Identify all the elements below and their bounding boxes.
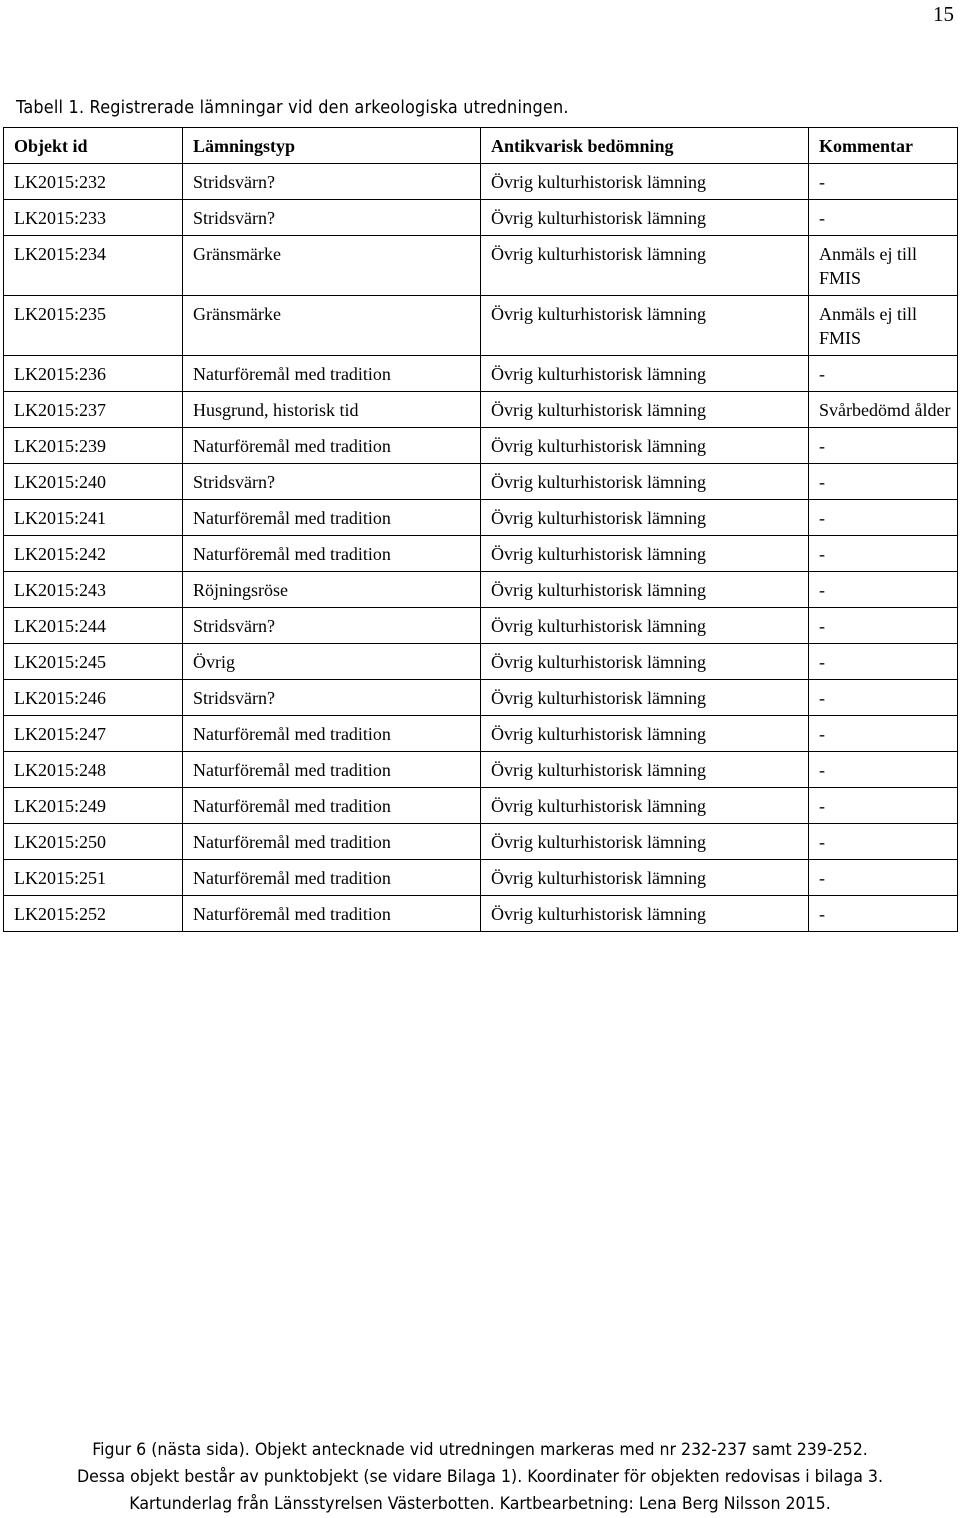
cell-lamningstyp: Naturföremål med tradition (183, 788, 481, 824)
cell-kommentar: - (809, 608, 958, 644)
cell-objekt-id: LK2015:242 (4, 536, 183, 572)
column-header-antikvarisk-bedomning: Antikvarisk bedömning (481, 128, 809, 164)
cell-objekt-id: LK2015:233 (4, 200, 183, 236)
table-row (4, 896, 958, 932)
page-number: 15 (933, 2, 954, 26)
cell-kommentar: Svårbedömd ålder (809, 392, 958, 428)
cell-lamningstyp: Naturföremål med tradition (183, 752, 481, 788)
table-header-row (4, 128, 958, 164)
cell-objekt-id: LK2015:243 (4, 572, 183, 608)
cell-antikvarisk-bedomning: Övrig kulturhistorisk lämning (481, 680, 809, 716)
cell-lamningstyp: Övrig (183, 644, 481, 680)
cell-objekt-id: LK2015:240 (4, 464, 183, 500)
cell-lamningstyp: Röjningsröse (183, 572, 481, 608)
cell-lamningstyp: Naturföremål med tradition (183, 860, 481, 896)
cell-antikvarisk-bedomning: Övrig kulturhistorisk lämning (481, 464, 809, 500)
cell-objekt-id: LK2015:251 (4, 860, 183, 896)
table-caption: Tabell 1. Registrerade lämningar vid den arkeologiska utredningen. (16, 98, 569, 118)
table-row (4, 464, 958, 500)
cell-antikvarisk-bedomning: Övrig kulturhistorisk lämning (481, 572, 809, 608)
table-row (4, 428, 958, 464)
cell-kommentar: - (809, 500, 958, 536)
cell-kommentar: - (809, 860, 958, 896)
table-row (4, 500, 958, 536)
cell-antikvarisk-bedomning: Övrig kulturhistorisk lämning (481, 536, 809, 572)
cell-lamningstyp: Naturföremål med tradition (183, 716, 481, 752)
cell-antikvarisk-bedomning: Övrig kulturhistorisk lämning (481, 860, 809, 896)
cell-lamningstyp: Stridsvärn? (183, 608, 481, 644)
table-row (4, 164, 958, 200)
cell-objekt-id: LK2015:232 (4, 164, 183, 200)
cell-lamningstyp: Stridsvärn? (183, 464, 481, 500)
cell-objekt-id: LK2015:252 (4, 896, 183, 932)
cell-objekt-id: LK2015:236 (4, 356, 183, 392)
cell-antikvarisk-bedomning: Övrig kulturhistorisk lämning (481, 644, 809, 680)
cell-lamningstyp: Husgrund, historisk tid (183, 392, 481, 428)
cell-objekt-id: LK2015:248 (4, 752, 183, 788)
cell-antikvarisk-bedomning: Övrig kulturhistorisk lämning (481, 500, 809, 536)
cell-antikvarisk-bedomning: Övrig kulturhistorisk lämning (481, 824, 809, 860)
table-row (4, 788, 958, 824)
column-header-objekt-id: Objekt id (4, 128, 183, 164)
cell-objekt-id: LK2015:244 (4, 608, 183, 644)
cell-antikvarisk-bedomning: Övrig kulturhistorisk lämning (481, 428, 809, 464)
cell-kommentar: - (809, 896, 958, 932)
cell-objekt-id: LK2015:250 (4, 824, 183, 860)
cell-kommentar: - (809, 164, 958, 200)
cell-objekt-id: LK2015:247 (4, 716, 183, 752)
cell-kommentar: - (809, 464, 958, 500)
cell-objekt-id: LK2015:241 (4, 500, 183, 536)
cell-kommentar: - (809, 356, 958, 392)
cell-lamningstyp: Naturföremål med tradition (183, 428, 481, 464)
cell-lamningstyp: Gränsmärke (183, 296, 481, 356)
cell-lamningstyp: Gränsmärke (183, 236, 481, 296)
cell-lamningstyp: Naturföremål med tradition (183, 356, 481, 392)
figure-caption-line: Dessa objekt består av punktobjekt (se vidare Bilaga 1). Koordinater för objekten redovisas i bilaga 3. (76, 1467, 884, 1487)
cell-kommentar: - (809, 680, 958, 716)
cell-antikvarisk-bedomning: Övrig kulturhistorisk lämning (481, 608, 809, 644)
cell-objekt-id: LK2015:235 (4, 296, 183, 356)
table-row (4, 644, 958, 680)
cell-kommentar: Anmäls ej till FMIS (809, 236, 958, 296)
table-row (4, 200, 958, 236)
cell-kommentar: - (809, 536, 958, 572)
table-row (4, 860, 958, 896)
figure-caption-line: Figur 6 (nästa sida). Objekt antecknade vid utredningen markeras med nr 232-237 samt 239-252. (92, 1440, 868, 1460)
cell-kommentar: - (809, 572, 958, 608)
cell-kommentar: - (809, 716, 958, 752)
cell-antikvarisk-bedomning: Övrig kulturhistorisk lämning (481, 752, 809, 788)
cell-objekt-id: LK2015:249 (4, 788, 183, 824)
cell-antikvarisk-bedomning: Övrig kulturhistorisk lämning (481, 788, 809, 824)
cell-antikvarisk-bedomning: Övrig kulturhistorisk lämning (481, 200, 809, 236)
table-body (4, 164, 958, 932)
cell-kommentar: - (809, 788, 958, 824)
cell-lamningstyp: Stridsvärn? (183, 164, 481, 200)
cell-kommentar: - (809, 752, 958, 788)
cell-antikvarisk-bedomning: Övrig kulturhistorisk lämning (481, 236, 809, 296)
cell-lamningstyp: Naturföremål med tradition (183, 500, 481, 536)
table-row (4, 716, 958, 752)
table-row (4, 356, 958, 392)
cell-objekt-id: LK2015:237 (4, 392, 183, 428)
cell-lamningstyp: Naturföremål med tradition (183, 824, 481, 860)
cell-antikvarisk-bedomning: Övrig kulturhistorisk lämning (481, 296, 809, 356)
table-row (4, 680, 958, 716)
cell-antikvarisk-bedomning: Övrig kulturhistorisk lämning (481, 164, 809, 200)
column-header-kommentar: Kommentar (809, 128, 958, 164)
cell-kommentar: - (809, 644, 958, 680)
cell-kommentar: Anmäls ej till FMIS (809, 296, 958, 356)
cell-antikvarisk-bedomning: Övrig kulturhistorisk lämning (481, 896, 809, 932)
column-header-lamningstyp: Lämningstyp (183, 128, 481, 164)
cell-objekt-id: LK2015:245 (4, 644, 183, 680)
table-row (4, 752, 958, 788)
table-row (4, 392, 958, 428)
cell-lamningstyp: Stridsvärn? (183, 200, 481, 236)
table-row (4, 296, 958, 356)
table-row (4, 536, 958, 572)
cell-objekt-id: LK2015:239 (4, 428, 183, 464)
cell-kommentar: - (809, 200, 958, 236)
cell-lamningstyp: Naturföremål med tradition (183, 896, 481, 932)
figure-caption-line: Kartunderlag från Länsstyrelsen Västerbotten. Kartbearbetning: Lena Berg Nilsson 2015. (129, 1494, 831, 1514)
figure-caption (0, 1437, 960, 1518)
cell-lamningstyp: Naturföremål med tradition (183, 536, 481, 572)
table-row (4, 572, 958, 608)
cell-kommentar: - (809, 824, 958, 860)
cell-antikvarisk-bedomning: Övrig kulturhistorisk lämning (481, 716, 809, 752)
remains-table (3, 127, 958, 932)
cell-kommentar: - (809, 428, 958, 464)
table-row (4, 236, 958, 296)
cell-lamningstyp: Stridsvärn? (183, 680, 481, 716)
cell-objekt-id: LK2015:246 (4, 680, 183, 716)
table-row (4, 608, 958, 644)
cell-objekt-id: LK2015:234 (4, 236, 183, 296)
cell-antikvarisk-bedomning: Övrig kulturhistorisk lämning (481, 392, 809, 428)
table-row (4, 824, 958, 860)
cell-antikvarisk-bedomning: Övrig kulturhistorisk lämning (481, 356, 809, 392)
